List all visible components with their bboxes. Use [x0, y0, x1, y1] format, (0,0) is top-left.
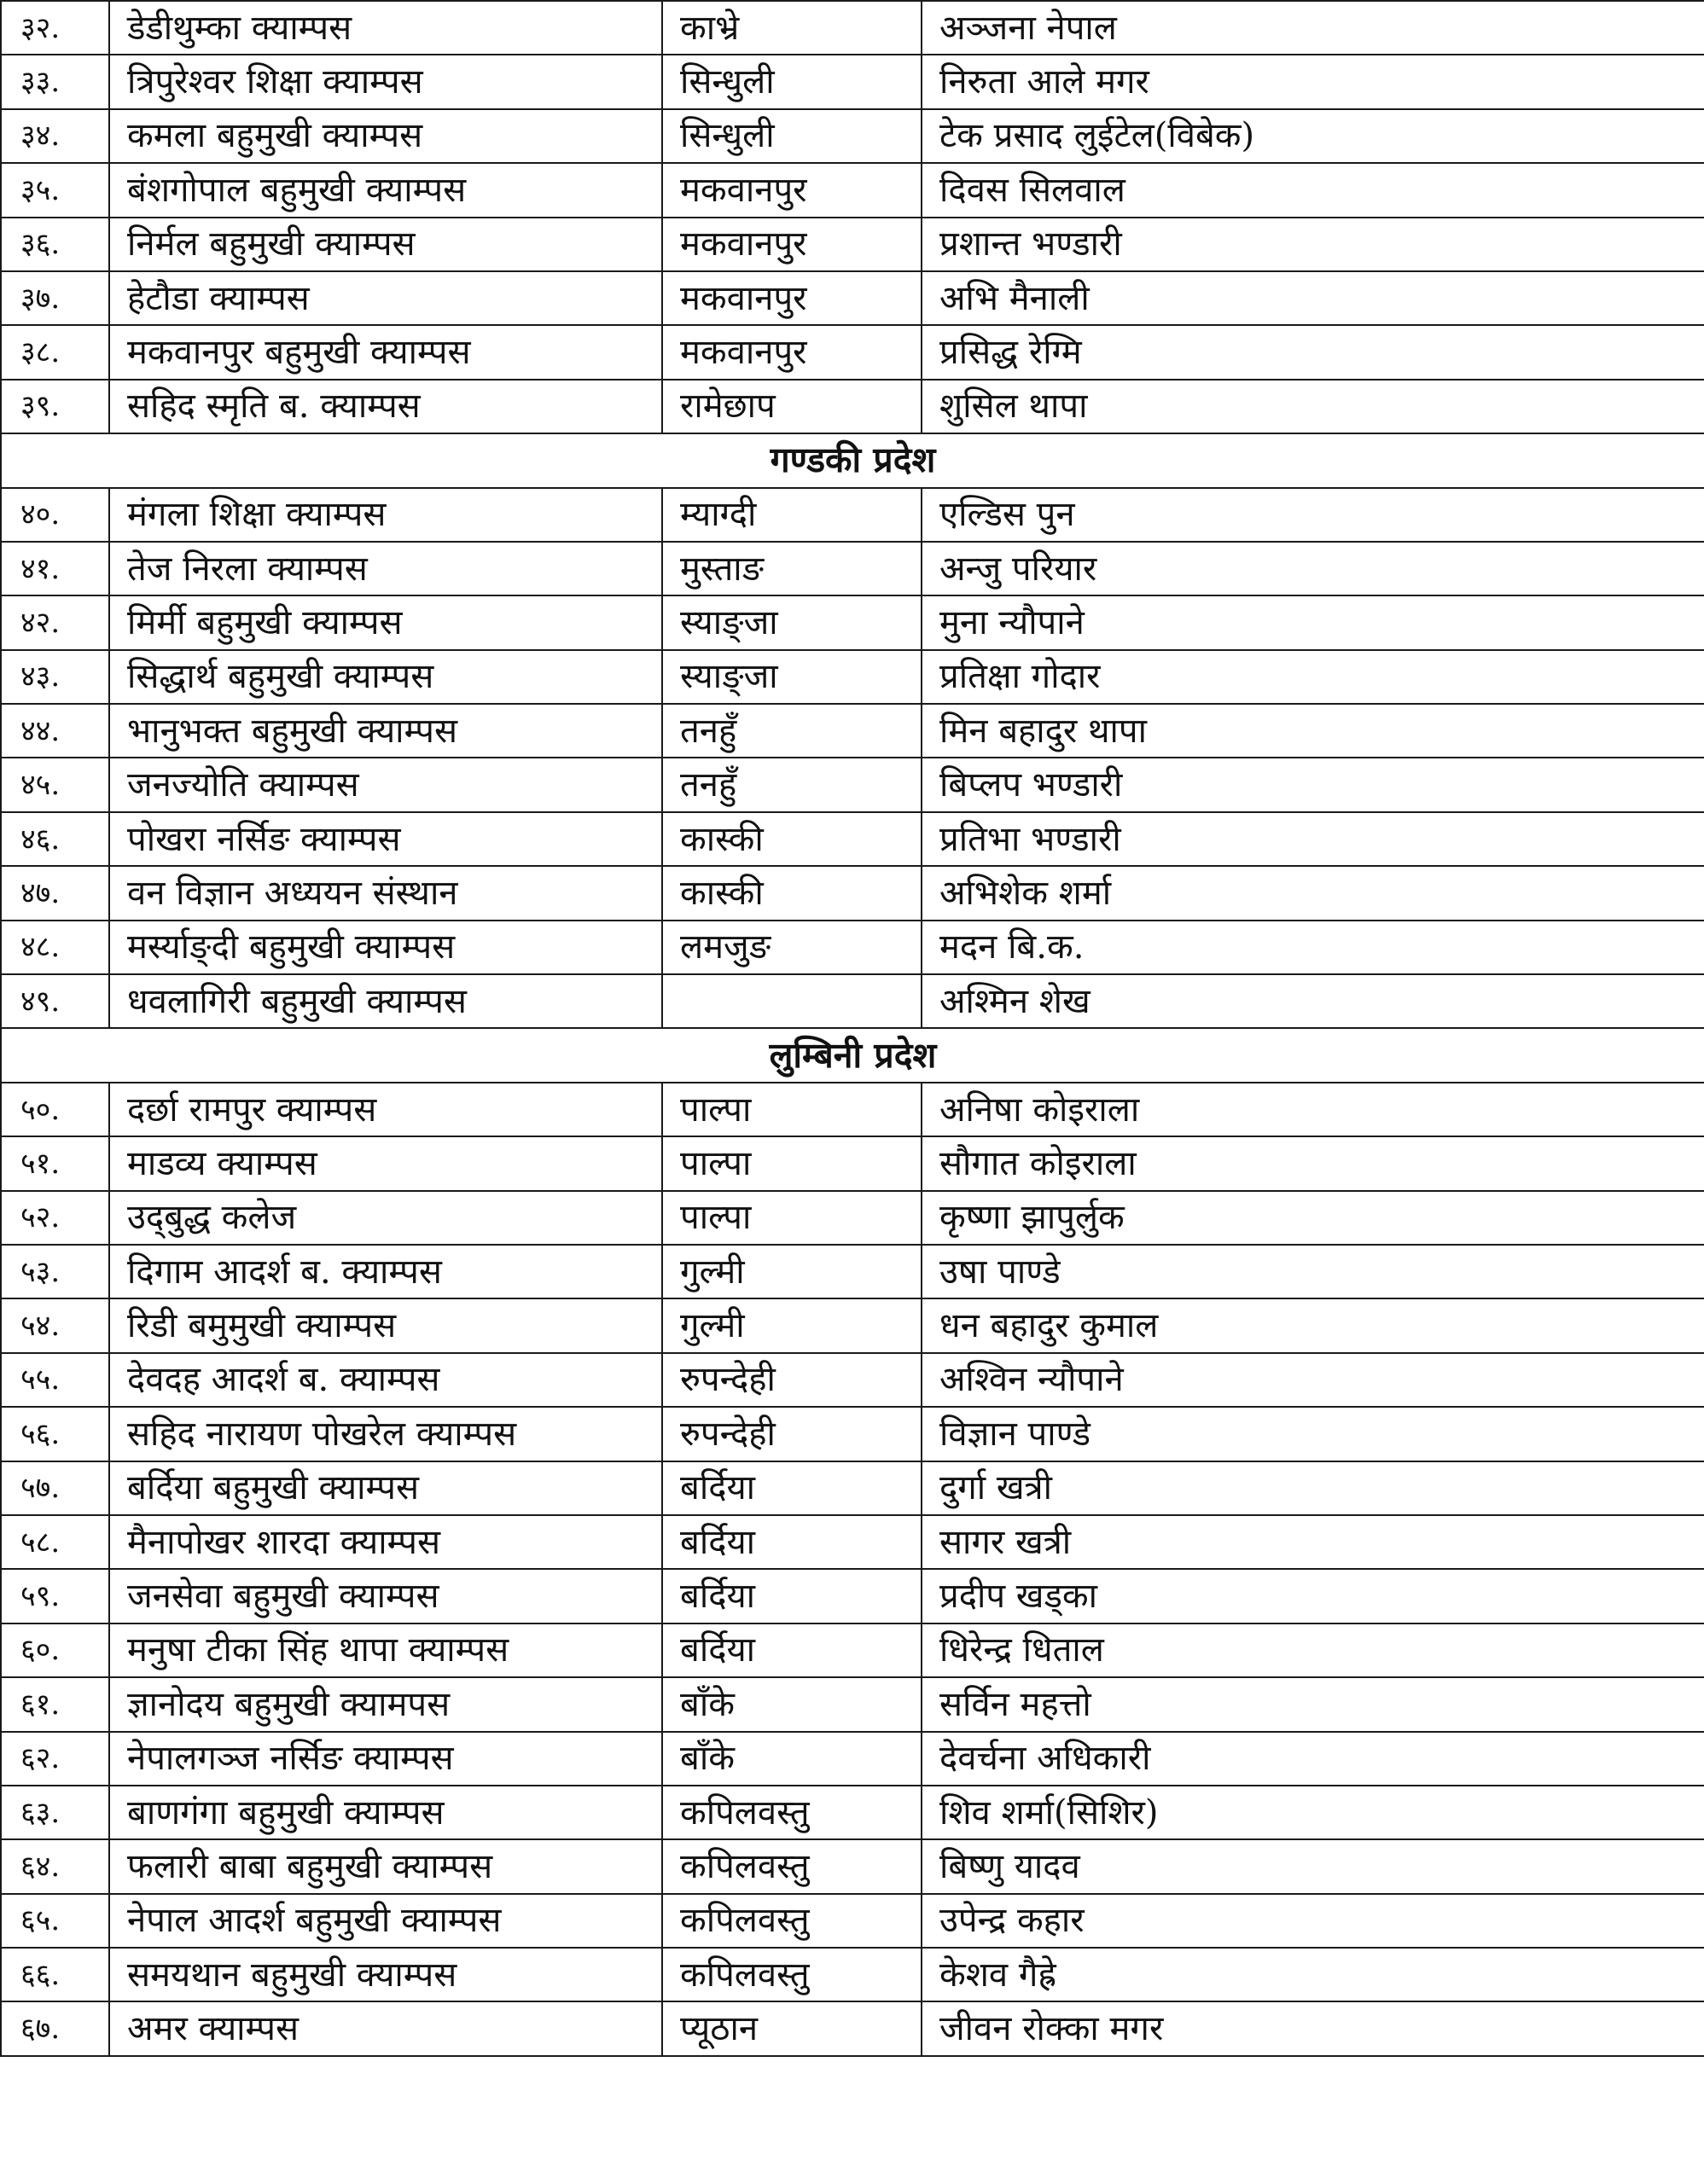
district-name: कास्की [662, 812, 922, 866]
row-number: ५३. [1, 1245, 109, 1298]
person-name: देवर्चना अधिकारी [922, 1732, 1704, 1786]
row-number: ३६. [1, 218, 109, 271]
table-row [1, 974, 1704, 1028]
person-name: उपेन्द्र कहार [922, 1894, 1704, 1948]
table-row [1, 380, 1704, 433]
row-number: ६६. [1, 1948, 109, 2001]
table-row [1, 812, 1704, 866]
table-row [1, 1136, 1704, 1190]
person-name: दुर्गा खत्री [922, 1461, 1704, 1515]
table-row [1, 1786, 1704, 1839]
table-row [1, 2001, 1704, 2055]
row-number: ६२. [1, 1732, 109, 1786]
district-name: मकवानपुर [662, 325, 922, 379]
row-number: ६४. [1, 1839, 109, 1893]
district-name: बर्दिया [662, 1461, 922, 1515]
person-name: शिव शर्मा(सिशिर) [922, 1786, 1704, 1839]
district-name: पाल्पा [662, 1083, 922, 1136]
table-row [1, 1732, 1704, 1786]
district-name: कपिलवस्तु [662, 1839, 922, 1893]
person-name: शुसिल थापा [922, 380, 1704, 433]
person-name: निरुता आले मगर [922, 55, 1704, 108]
table-row [1, 271, 1704, 325]
row-number: ५५. [1, 1353, 109, 1407]
table-row [1, 1569, 1704, 1623]
person-name: अनिषा कोइराला [922, 1083, 1704, 1136]
campus-name: सिद्धार्थ बहुमुखी क्याम्पस [109, 650, 662, 704]
person-name: अभिशेक शर्मा [922, 866, 1704, 920]
row-number: ४५. [1, 758, 109, 811]
campus-name: मंगला शिक्षा क्याम्पस [109, 488, 662, 542]
person-name: अश्मिन शेख [922, 974, 1704, 1028]
row-number: ३९. [1, 380, 109, 433]
table-row [1, 163, 1704, 217]
row-number: ४४. [1, 704, 109, 758]
campus-name: मकवानपुर बहुमुखी क्याम्पस [109, 325, 662, 379]
district-name [662, 974, 922, 1028]
campus-name: सहिद स्मृति ब. क्याम्पस [109, 380, 662, 433]
table-row [1, 704, 1704, 758]
district-name: काभ्रे [662, 1, 922, 55]
campus-name: हेटौडा क्याम्पस [109, 271, 662, 325]
campus-name: बंशगोपाल बहुमुखी क्याम्पस [109, 163, 662, 217]
campus-name: अमर क्याम्पस [109, 2001, 662, 2055]
table-row [1, 1948, 1704, 2001]
province-heading: लुम्बिनी प्रदेश [1, 1028, 1704, 1082]
district-name: बाँके [662, 1677, 922, 1731]
district-name: मकवानपुर [662, 218, 922, 271]
district-name: सिन्धुली [662, 55, 922, 108]
person-name: मुना न्यौपाने [922, 595, 1704, 649]
district-name: पाल्पा [662, 1191, 922, 1245]
table-row [1, 1245, 1704, 1298]
row-number: ५०. [1, 1083, 109, 1136]
table-row [1, 921, 1704, 974]
person-name: टेक प्रसाद लुईटेल(विबेक) [922, 109, 1704, 163]
table-row [1, 218, 1704, 271]
person-name: बिष्णु यादव [922, 1839, 1704, 1893]
district-name: गुल्मी [662, 1245, 922, 1298]
campus-name: सहिद नारायण पोखरेल क्याम्पस [109, 1407, 662, 1461]
row-number: ६०. [1, 1623, 109, 1677]
row-number: ४९. [1, 974, 109, 1028]
row-number: ३५. [1, 163, 109, 217]
row-number: ५९. [1, 1569, 109, 1623]
campus-name: मैनापोखर शारदा क्याम्पस [109, 1515, 662, 1569]
campus-name: उद्‍बुद्ध कलेज [109, 1191, 662, 1245]
campus-name: रिडी बमुमुखी क्याम्पस [109, 1298, 662, 1352]
campus-name: निर्मल बहुमुखी क्याम्पस [109, 218, 662, 271]
district-name: स्याङ्जा [662, 595, 922, 649]
row-number: ३२. [1, 1, 109, 55]
district-name: बर्दिया [662, 1569, 922, 1623]
row-number: ४८. [1, 921, 109, 974]
campus-name: तेज निरला क्याम्पस [109, 542, 662, 595]
district-name: बर्दिया [662, 1515, 922, 1569]
row-number: ४६. [1, 812, 109, 866]
person-name: उषा पाण्डे [922, 1245, 1704, 1298]
province-heading-row [1, 433, 1704, 487]
row-number: ४०. [1, 488, 109, 542]
row-number: ३८. [1, 325, 109, 379]
campus-name: दर्छा रामपुर क्याम्पस [109, 1083, 662, 1136]
table-body [1, 1, 1704, 2056]
row-number: ४२. [1, 595, 109, 649]
campus-name: धवलागिरी बहुमुखी क्याम्पस [109, 974, 662, 1028]
district-name: सिन्धुली [662, 109, 922, 163]
campus-name: त्रिपुरेश्वर शिक्षा क्याम्पस [109, 55, 662, 108]
district-name: स्याङ्जा [662, 650, 922, 704]
person-name: दिवस सिलवाल [922, 163, 1704, 217]
district-name: रुपन्देही [662, 1407, 922, 1461]
district-name: म्याग्दी [662, 488, 922, 542]
row-number: ४१. [1, 542, 109, 595]
table-row [1, 1623, 1704, 1677]
row-number: ५६. [1, 1407, 109, 1461]
row-number: ३३. [1, 55, 109, 108]
person-name: कृष्णा झापुर्लुक [922, 1191, 1704, 1245]
person-name: अञ्जना नेपाल [922, 1, 1704, 55]
campus-name: देवदह आदर्श ब. क्याम्पस [109, 1353, 662, 1407]
table-row [1, 866, 1704, 920]
campus-name: नेपाल आदर्श बहुमुखी क्याम्पस [109, 1894, 662, 1948]
person-name: धन बहादुर कुमाल [922, 1298, 1704, 1352]
table-row [1, 1191, 1704, 1245]
district-name: मकवानपुर [662, 271, 922, 325]
person-name: एल्डिस पुन [922, 488, 1704, 542]
campus-name: माडव्य क्याम्पस [109, 1136, 662, 1190]
district-name: रामेछाप [662, 380, 922, 433]
district-name: कपिलवस्तु [662, 1894, 922, 1948]
table-row [1, 758, 1704, 811]
person-name: सौगात कोइराला [922, 1136, 1704, 1190]
district-name: तनहुँ [662, 704, 922, 758]
district-name: बर्दिया [662, 1623, 922, 1677]
campus-name: जनज्योति क्याम्पस [109, 758, 662, 811]
row-number: ५८. [1, 1515, 109, 1569]
person-name: मिन बहादुर थापा [922, 704, 1704, 758]
table-row [1, 109, 1704, 163]
campus-name: बाणगंगा बहुमुखी क्याम्पस [109, 1786, 662, 1839]
table-row [1, 55, 1704, 108]
district-name: प्यूठान [662, 2001, 922, 2055]
district-name: लमजुङ [662, 921, 922, 974]
row-number: ६३. [1, 1786, 109, 1839]
table-row [1, 1515, 1704, 1569]
district-name: मकवानपुर [662, 163, 922, 217]
table-row [1, 595, 1704, 649]
campus-name: डेडीथुम्का क्याम्पस [109, 1, 662, 55]
person-name: मदन बि.क. [922, 921, 1704, 974]
person-name: अभि मैनाली [922, 271, 1704, 325]
district-name: कास्की [662, 866, 922, 920]
campus-name: मनुषा टीका सिंह थापा क्याम्पस [109, 1623, 662, 1677]
table-row [1, 1353, 1704, 1407]
campus-name: मर्स्याङ्दी बहुमुखी क्याम्पस [109, 921, 662, 974]
person-name: प्रशान्त भण्डारी [922, 218, 1704, 271]
table-row [1, 1677, 1704, 1731]
person-name: प्रदीप खड्का [922, 1569, 1704, 1623]
table-row [1, 488, 1704, 542]
district-name: कपिलवस्तु [662, 1948, 922, 2001]
row-number: ६७. [1, 2001, 109, 2055]
person-name: धिरेन्द्र धिताल [922, 1623, 1704, 1677]
campus-name: भानुभक्त बहुमुखी क्याम्पस [109, 704, 662, 758]
table-row [1, 1461, 1704, 1515]
row-number: ३४. [1, 109, 109, 163]
row-number: ५२. [1, 1191, 109, 1245]
person-name: सर्विन महत्तो [922, 1677, 1704, 1731]
row-number: ६५. [1, 1894, 109, 1948]
campus-name: मिर्मी बहुमुखी क्याम्पस [109, 595, 662, 649]
row-number: ५४. [1, 1298, 109, 1352]
table-row [1, 542, 1704, 595]
row-number: ५७. [1, 1461, 109, 1515]
district-name: गुल्मी [662, 1298, 922, 1352]
table-row [1, 1839, 1704, 1893]
district-name: पाल्पा [662, 1136, 922, 1190]
person-name: अश्विन न्यौपाने [922, 1353, 1704, 1407]
campus-name: पोखरा नर्सिङ क्याम्पस [109, 812, 662, 866]
person-name: अन्जु परियार [922, 542, 1704, 595]
campus-name: दिगाम आदर्श ब. क्याम्पस [109, 1245, 662, 1298]
campus-name: ज्ञानोदय बहुमुखी क्यामपस [109, 1677, 662, 1731]
campus-name: कमला बहुमुखी क्याम्पस [109, 109, 662, 163]
district-name: रुपन्देही [662, 1353, 922, 1407]
row-number: ४७. [1, 866, 109, 920]
campus-name: बर्दिया बहुमुखी क्याम्पस [109, 1461, 662, 1515]
person-name: प्रतिभा भण्डारी [922, 812, 1704, 866]
campus-name: जनसेवा बहुमुखी क्याम्पस [109, 1569, 662, 1623]
district-name: मुस्ताङ [662, 542, 922, 595]
table-row [1, 1298, 1704, 1352]
person-name: केशव गैह्रे [922, 1948, 1704, 2001]
campus-name: नेपालगञ्ज नर्सिङ क्याम्पस [109, 1732, 662, 1786]
campus-name: समयथान बहुमुखी क्याम्पस [109, 1948, 662, 2001]
table-row [1, 1083, 1704, 1136]
table-row [1, 650, 1704, 704]
district-name: बाँके [662, 1732, 922, 1786]
person-name: बिप्लप भण्डारी [922, 758, 1704, 811]
table-row [1, 1894, 1704, 1948]
table-row [1, 1, 1704, 55]
district-name: कपिलवस्तु [662, 1786, 922, 1839]
province-heading-row [1, 1028, 1704, 1082]
row-number: ६१. [1, 1677, 109, 1731]
row-number: ४३. [1, 650, 109, 704]
person-name: प्रतिक्षा गोदार [922, 650, 1704, 704]
table-row [1, 325, 1704, 379]
person-name: विज्ञान पाण्डे [922, 1407, 1704, 1461]
person-name: प्रसिद्ध रेग्मि [922, 325, 1704, 379]
row-number: ३७. [1, 271, 109, 325]
campus-name: फलारी बाबा बहुमुखी क्याम्पस [109, 1839, 662, 1893]
district-name: तनहुँ [662, 758, 922, 811]
person-name: जीवन रोक्का मगर [922, 2001, 1704, 2055]
person-name: सागर खत्री [922, 1515, 1704, 1569]
row-number: ५१. [1, 1136, 109, 1190]
province-heading: गण्डकी प्रदेश [1, 433, 1704, 487]
campus-name: वन विज्ञान अध्ययन संस्थान [109, 866, 662, 920]
table-row [1, 1407, 1704, 1461]
